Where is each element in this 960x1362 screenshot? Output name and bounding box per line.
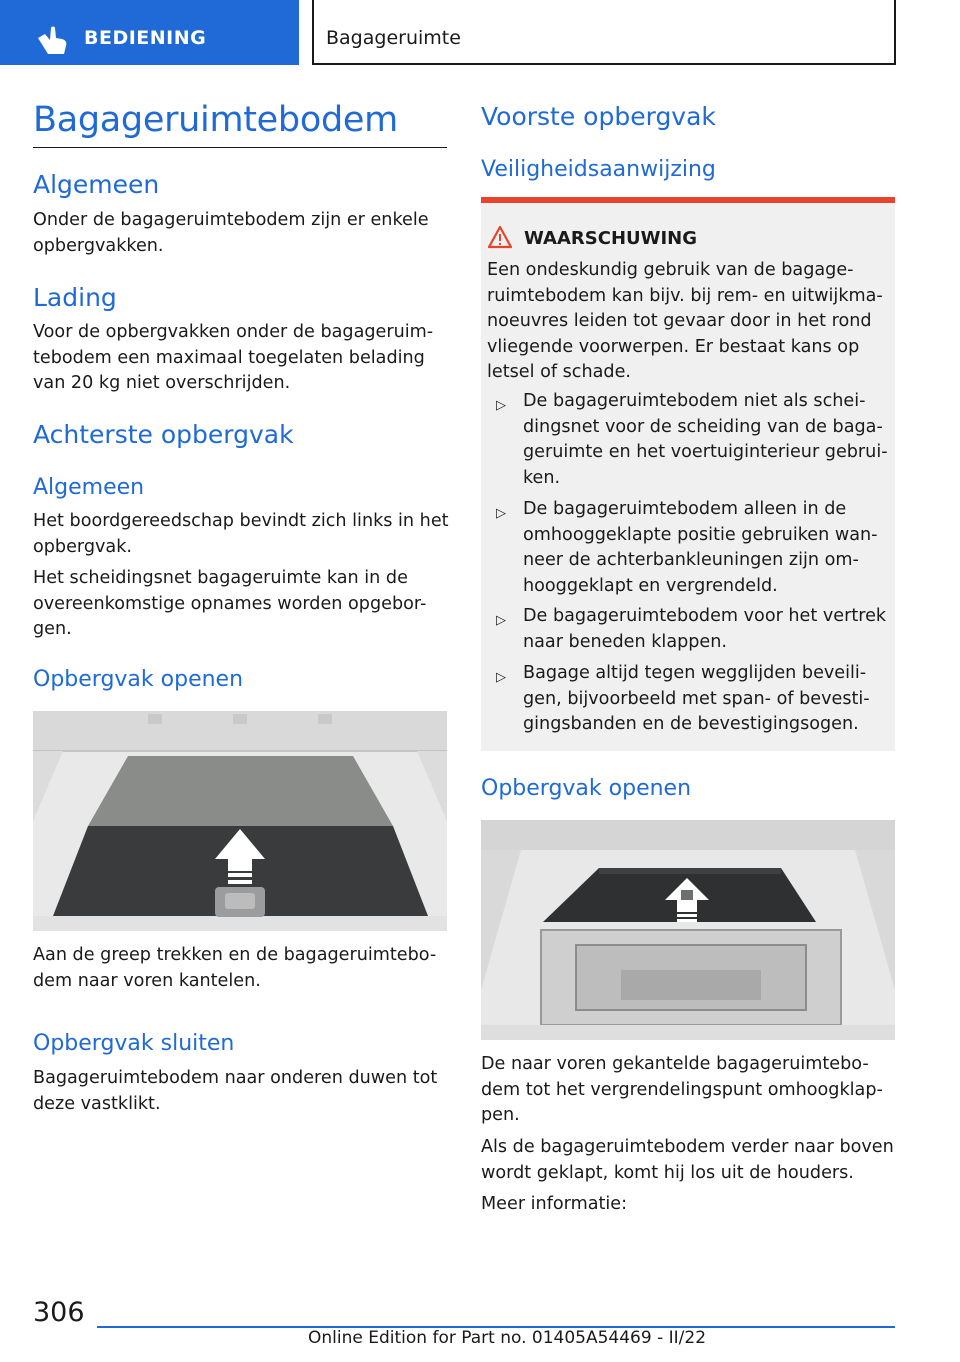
paragraph-algemeen: Onder de bagageruimtebodem zijn er enkele opbergvakken. [33, 210, 429, 256]
heading-opbergvak-openen-right: Opbergvak openen [481, 776, 692, 801]
title-rule [33, 147, 447, 148]
warning-title: WAARSCHUWING [524, 228, 698, 249]
hand-pointer-icon [36, 26, 68, 56]
page-number: 306 [33, 1297, 85, 1328]
footer-edition: Online Edition for Part no. 01405A54469 - II/22 [308, 1328, 707, 1348]
paragraph-boordgereedschap: Het boordgereedschap bevindt zich links in het opbergvak. [33, 511, 449, 557]
photo-rear-floor [33, 711, 447, 931]
bullet-marker-icon: ▷ [496, 613, 506, 628]
heading-veiligheidsaanwijzing: Veiligheidsaanwijzing [481, 157, 716, 182]
warning-bullet-2: De bagageruimtebodem alleen in de omhooggeklapte positie gebruiken wan- neer de achterbankleuningen zijn om- hooggeklapt en vergrendeld. [523, 499, 878, 596]
bullet-marker-icon: ▷ [496, 506, 506, 521]
bullet-marker-icon: ▷ [496, 398, 506, 413]
bullet-marker-icon: ▷ [496, 670, 506, 685]
paragraph-sluiten: Bagageruimtebodem naar onderen duwen tot deze vastklikt. [33, 1068, 438, 1114]
photo-front-compartment [481, 820, 895, 1040]
heading-algemeen: Algemeen [33, 170, 160, 199]
warning-intro: Een ondeskundig gebruik van de bagage- ruimtebodem kan bijv. bij rem- en uitwijkma- noeuvres leiden tot gevaar door in het rond vliegende voorwerpen. Er bestaat kans op letsel of schade. [487, 260, 883, 382]
chapter-label: BEDIENING [84, 27, 207, 49]
paragraph-openen-left: Aan de greep trekken en de bagageruimtebo- dem naar voren kantelen. [33, 945, 437, 991]
warning-triangle-icon [487, 225, 513, 249]
heading-achterste-algemeen: Algemeen [33, 475, 145, 500]
heading-opbergvak-sluiten: Opbergvak sluiten [33, 1031, 235, 1056]
chapter-tab [0, 0, 299, 65]
paragraph-meer-informatie: Meer informatie: [481, 1194, 628, 1214]
heading-voorste-opbergvak: Voorste opbergvak [481, 102, 716, 131]
heading-lading: Lading [33, 283, 117, 312]
warning-bullet-3: De bagageruimtebodem voor het vertrek naar beneden klappen. [523, 606, 887, 652]
warning-bullet-1: De bagageruimtebodem niet als schei- dingsnet voor de scheiding van de baga- geruimte en het voertuiginterieur gebrui- ken. [523, 391, 888, 488]
paragraph-openen-right-1: De naar voren gekantelde bagageruimtebo- dem tot het vergrendelingspunt omhoogklap- pen. [481, 1054, 883, 1125]
paragraph-lading: Voor de opbergvakken onder de bagageruim- tebodem een maximaal toegelaten belading van 20 kg niet overschrijden. [33, 322, 434, 393]
warning-bullet-4: Bagage altijd tegen wegglijden beveili- gen, bijvoorbeeld met span- of bevesti- gingsbanden en de bevestigingsogen. [523, 663, 870, 734]
page-title: Bagageruimtebodem [33, 100, 398, 140]
topic-title: Bagageruimte [326, 27, 461, 49]
paragraph-openen-right-2: Als de bagageruimtebodem verder naar boven wordt geklapt, komt hij los uit de houders. [481, 1137, 894, 1183]
heading-opbergvak-openen-left: Opbergvak openen [33, 667, 244, 692]
paragraph-scheidingsnet: Het scheidingsnet bagageruimte kan in de overeenkomstige opnames worden opgebor- gen. [33, 568, 427, 639]
heading-achterste-opbergvak: Achterste opbergvak [33, 420, 294, 449]
